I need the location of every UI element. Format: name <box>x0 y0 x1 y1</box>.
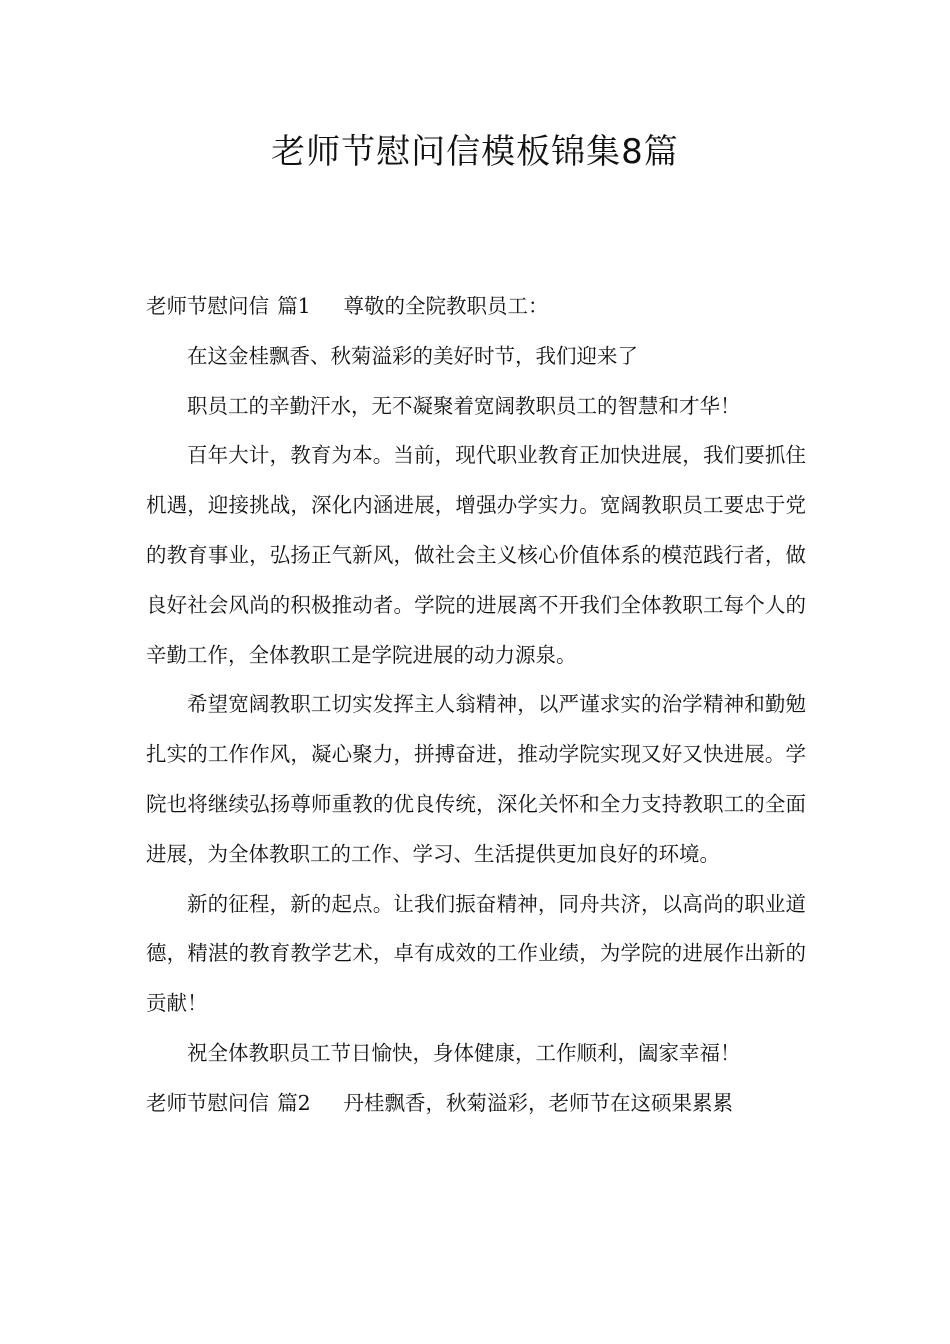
document-title: 老师节慰问信模板锦集8篇 <box>271 132 679 172</box>
paragraph: 在这金桂飘香、秋菊溢彩的美好时节，我们迎来了 <box>187 343 638 368</box>
section-number: 篇2 <box>277 1090 311 1115</box>
paragraph: 职员工的辛勤汗水，无不凝聚着宽阔教职员工的智慧和才华！ <box>187 393 741 418</box>
section-number: 篇1 <box>277 294 311 318</box>
paragraph: 新的征程，新的起点。让我们振奋精神，同舟共济，以高尚的职业道德，精湛的教育教学艺术，卓有成效的工作业绩，为学院的进展作出新的贡献！ <box>146 891 806 1016</box>
paragraph: 希望宽阔教职工切实发挥主人翁精神，以严谨求实的治学精神和勤勉扎实的工作作风，凝心聚力，拼搏奋进，推动学院实现又好又快进展。学院也将继续弘扬尊师重教的优良传统，深化关怀和全力支持教职工的全面进展，为全体教职工的工作、学习、生活提供更加良好的环境。 <box>146 692 806 866</box>
document-body <box>146 282 806 1129</box>
paragraph: 百年大计，教育为本。当前，现代职业教育正加快进展，我们要抓住机遇，迎接挑战，深化内涵进展，增强办学实力。宽阔教职员工要忠于党的教育事业，弘扬正气新风，做社会主义核心价值体系的模范践行者，做良好社会风尚的积极推动者。学院的进展离不开我们全体教职工每个人的辛勤工作，全体教职工是学院进展的动力源泉。 <box>146 443 806 667</box>
section-heading-1 <box>146 282 806 332</box>
section-lead: 尊敬的全院教职员工： <box>343 294 549 318</box>
paragraph: 祝全体教职员工节日愉快，身体健康，工作顺利，阖家幸福！ <box>187 1040 741 1065</box>
section-label: 老师节慰问信 <box>146 294 269 318</box>
section-label: 老师节慰问信 <box>146 1090 269 1115</box>
section-lead: 丹桂飘香，秋菊溢彩，老师节在这硕果累累 <box>343 1090 734 1115</box>
section-heading-2 <box>146 1079 806 1129</box>
